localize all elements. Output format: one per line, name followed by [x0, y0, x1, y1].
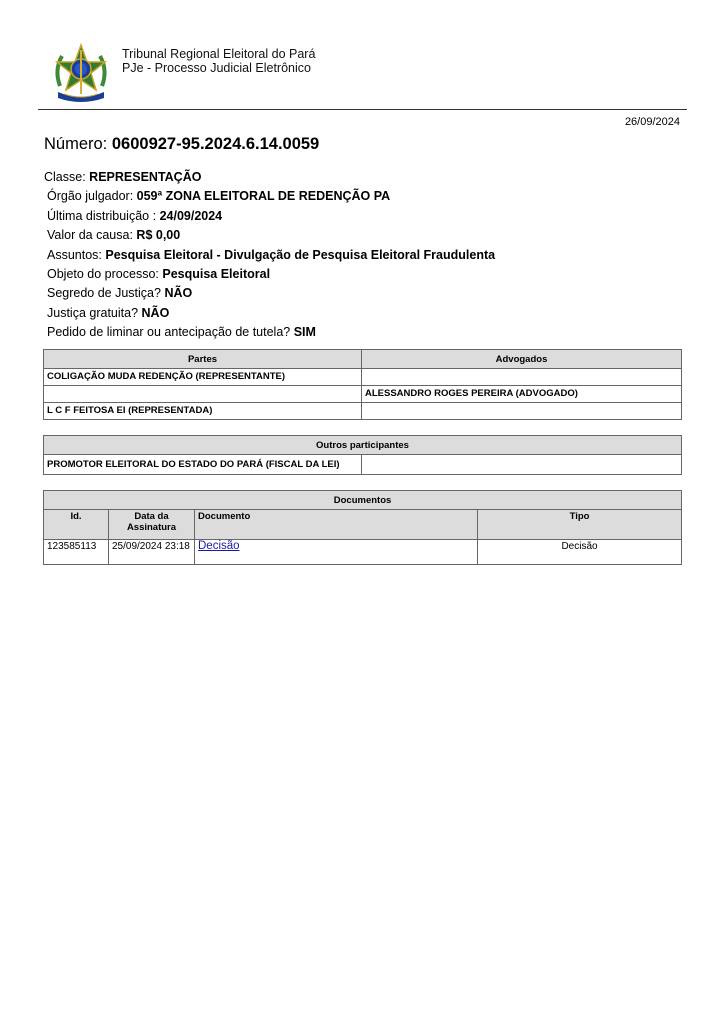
field-label: Última distribuição : [47, 208, 157, 223]
process-number [44, 135, 319, 154]
advogado-cell [362, 403, 682, 420]
participante-cell: PROMOTOR ELEITORAL DO ESTADO DO PARÁ (FISCAL DA LEI) [44, 455, 362, 475]
print-date: 26/09/2024 [624, 116, 680, 128]
field-value: Pesquisa Eleitoral - Divulgação de Pesquisa Eleitoral Fraudulenta [105, 247, 496, 262]
process-fields [44, 170, 495, 345]
table-row [44, 369, 682, 386]
parte-cell [44, 386, 362, 403]
participante-extra-cell [362, 455, 682, 475]
field-assuntos [44, 248, 495, 267]
advogado-cell [362, 369, 682, 386]
table-row [44, 386, 682, 403]
document-id-cell: 123585113 [44, 540, 109, 565]
col-header-tipo: Tipo [478, 510, 682, 540]
field-label: Justiça gratuita? [47, 305, 139, 320]
field-value: 059ª ZONA ELEITORAL DE REDENÇÃO PA [136, 189, 391, 204]
process-number-value: 0600927-95.2024.6.14.0059 [111, 135, 320, 153]
document-date-cell: 25/09/2024 23:18 [109, 540, 195, 565]
table-row [44, 540, 682, 565]
field-label: Segredo de Justiça? [47, 286, 161, 301]
field-label: Classe: [44, 170, 86, 184]
col-header-advogados: Advogados [362, 350, 682, 369]
col-header-documento: Documento [195, 510, 478, 540]
field-valor-causa [44, 228, 495, 247]
document-link[interactable]: Decisão [198, 540, 240, 552]
col-header-id: Id. [44, 510, 109, 540]
field-value: REPRESENTAÇÃO [89, 170, 202, 184]
field-value: SIM [293, 325, 316, 340]
documentos-title: Documentos [44, 491, 682, 510]
col-header-partes: Partes [44, 350, 362, 369]
partes-table [43, 349, 682, 420]
process-number-label: Número: [44, 135, 108, 153]
advogado-cell: ALESSANDRO ROGES PEREIRA (ADVOGADO) [362, 386, 682, 403]
parte-cell: COLIGAÇÃO MUDA REDENÇÃO (REPRESENTANTE) [44, 369, 362, 386]
document-name-cell [195, 540, 478, 565]
field-label: Órgão julgador: [47, 189, 134, 204]
field-classe [44, 170, 495, 189]
field-value: NÃO [164, 286, 193, 301]
document-type-cell: Decisão [478, 540, 682, 565]
system-name: PJe - Processo Judicial Eletrônico [122, 61, 311, 75]
field-label: Objeto do processo: [47, 266, 159, 281]
field-label: Pedido de liminar ou antecipação de tutela? [47, 325, 291, 340]
field-label: Assuntos: [47, 247, 102, 262]
parte-cell: L C F FEITOSA EI (REPRESENTADA) [44, 403, 362, 420]
field-orgao-julgador [44, 189, 495, 208]
header-divider [38, 109, 687, 110]
col-header-data-assinatura: Data da Assinatura [109, 510, 195, 540]
documentos-table [43, 490, 682, 565]
field-value: Pesquisa Eleitoral [162, 266, 271, 281]
field-value: NÃO [141, 305, 170, 320]
table-row [44, 403, 682, 420]
field-objeto-processo [44, 267, 495, 286]
field-segredo-justica [44, 286, 495, 305]
brazil-coat-of-arms-icon [50, 42, 112, 106]
field-value: 24/09/2024 [159, 208, 223, 223]
field-justica-gratuita [44, 306, 495, 325]
field-label: Valor da causa: [47, 228, 133, 243]
field-pedido-liminar [44, 325, 495, 344]
outros-participantes-title: Outros participantes [44, 436, 682, 455]
field-ultima-distribuicao [44, 209, 495, 228]
field-value: R$ 0,00 [136, 228, 181, 243]
court-header [122, 47, 315, 75]
court-name: Tribunal Regional Eleitoral do Pará [122, 47, 316, 61]
outros-participantes-table [43, 435, 682, 475]
table-row [44, 455, 682, 475]
